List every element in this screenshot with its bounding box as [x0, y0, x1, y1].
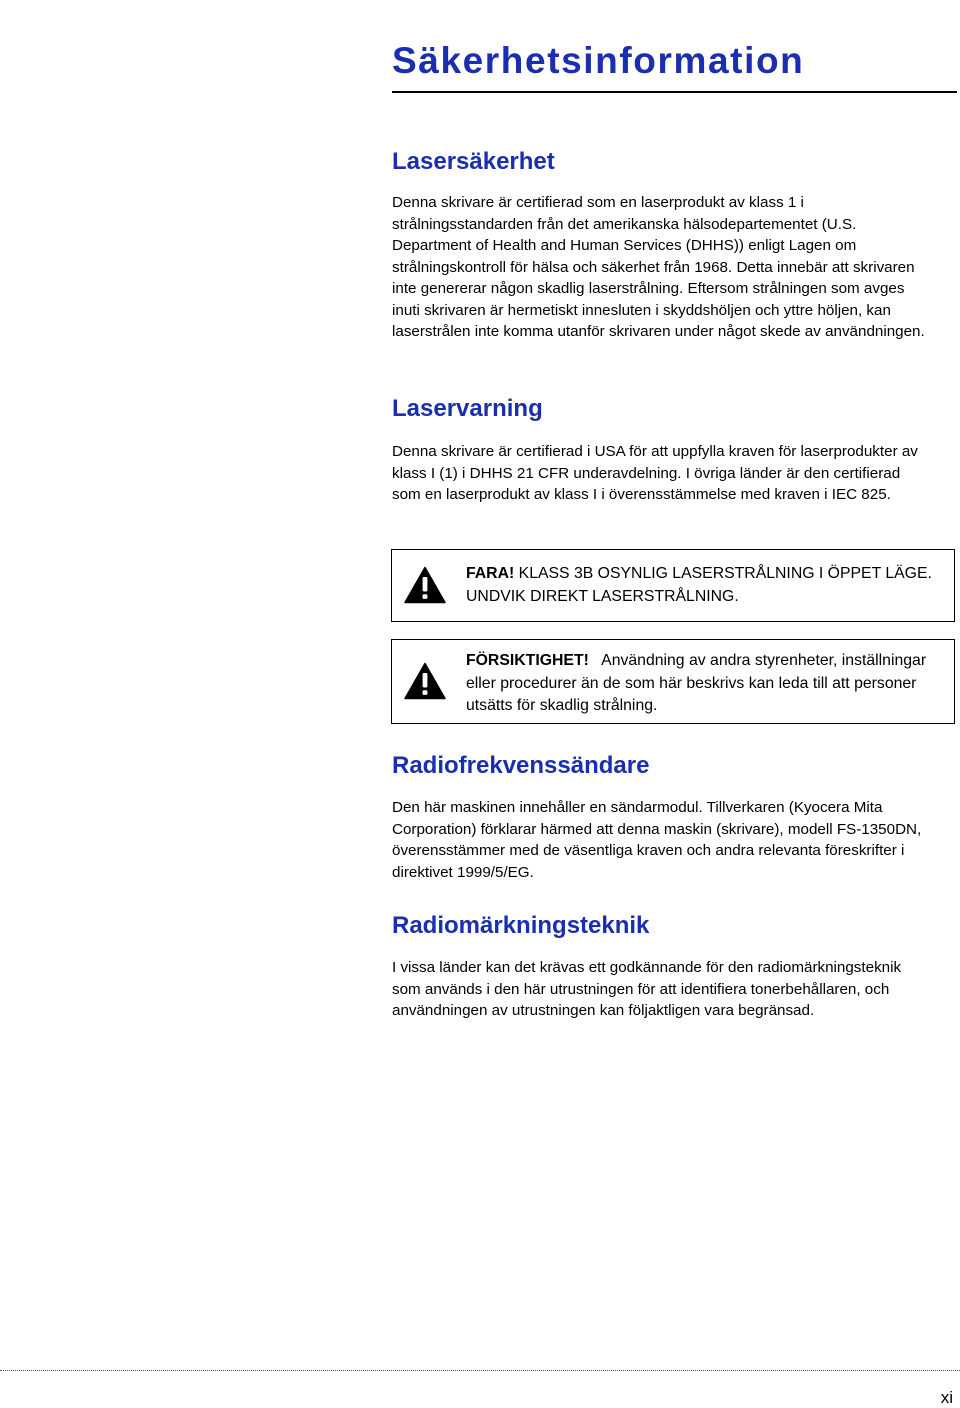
danger-label: FARA!	[466, 565, 515, 582]
caution-notice-text	[466, 650, 951, 718]
paragraph-laser-safety: Denna skrivare är certifierad som en laserprodukt av klass 1 i strålningsstandarden från det amerikanska hälsodepartementet (U.S. Department of Health and Human Services (DHHS)) enligt Lagen om strålningskontroll för hälsa och säkerhet från 1968. Detta innebär att skrivaren inte genererar någon skadlig laserstrålning. Eftersom strålningen som avges inuti skrivaren är hermetiskt innesluten i skyddshöljen och yttre höljen, kan laserstrålen inte komma utanför skrivaren under något skede av användningen.	[392, 194, 925, 340]
heading-laser-warning: Laservarning	[392, 395, 543, 422]
paragraph-radio-tagging: I vissa länder kan det krävas ett godkännande för den radiomärkningsteknik som används i den här utrustningen för att identifiera tonerbehållaren, och användningen av utrustningen kan följaktligen vara begränsad.	[392, 959, 902, 1019]
page-title: Säkerhetsinformation	[392, 40, 805, 81]
heading-radio-tagging: Radiomärkningsteknik	[392, 912, 650, 939]
page-number: xi	[940, 1388, 953, 1407]
danger-message: KLASS 3B OSYNLIG LASERSTRÅLNING I ÖPPET LÄGE. UNDVIK DIREKT LASERSTRÅLNING.	[466, 565, 932, 605]
paragraph-laser-warning: Denna skrivare är certifierad i USA för att uppfylla kraven för laserprodukter av klass I (1) i DHHS 21 CFR underavdelning. I övriga länder är den certifierad som en laserprodukt av klass I i överensstämmelse med kraven i IEC 825.	[392, 443, 918, 503]
caution-message: Användning av andra styrenheter, inställningar eller procedurer än de som här beskrivs kan leda till att personer utsätts för skadlig strålning.	[466, 652, 931, 714]
danger-notice-text	[466, 563, 951, 608]
footer-rule	[0, 1370, 960, 1371]
warning-triangle-icon	[404, 566, 446, 609]
caution-notice	[391, 639, 955, 724]
caution-label: FÖRSIKTIGHET!	[466, 652, 589, 669]
danger-notice	[391, 549, 955, 622]
title-rule	[392, 91, 957, 93]
heading-laser-safety: Lasersäkerhet	[392, 148, 555, 175]
warning-triangle-icon	[404, 662, 446, 705]
paragraph-radio-transmitter: Den här maskinen innehåller en sändarmodul. Tillverkaren (Kyocera Mita Corporation) förklarar härmed att denna maskin (skrivare), modell FS-1350DN, överensstämmer med de väsentliga kraven och andra relevanta föreskrifter i direktivet 1999/5/EG.	[392, 799, 922, 881]
heading-radio-transmitter: Radiofrekvenssändare	[392, 752, 650, 779]
